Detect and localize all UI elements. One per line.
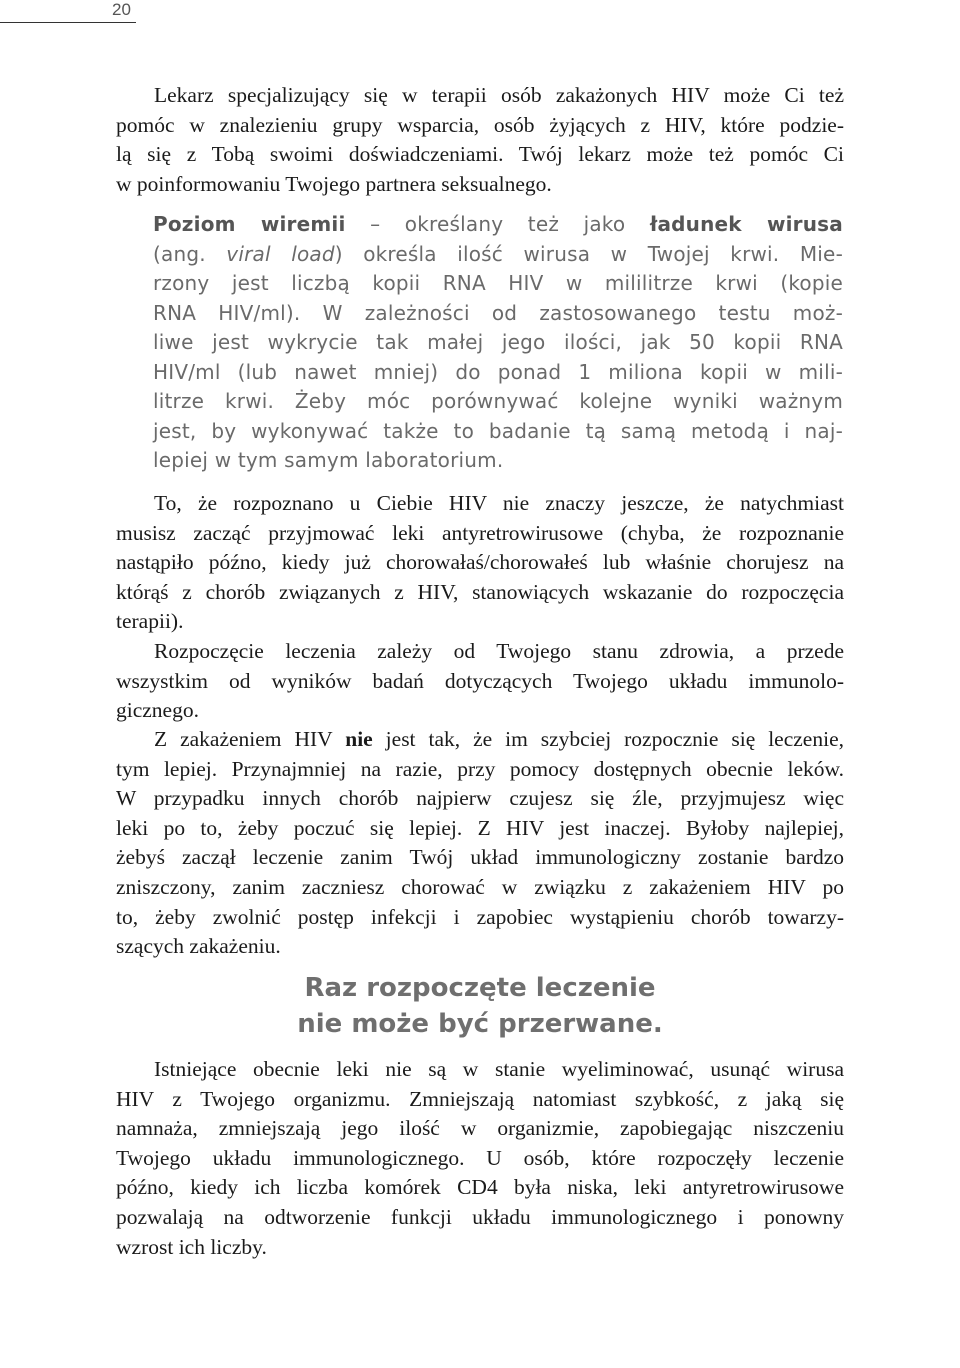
paragraph-treatment-start [116, 637, 844, 726]
paragraph-line: pozwalają na odtworzenie funkcji układu immunologicznego i ponowny [116, 1204, 844, 1229]
paragraph-line: W przypadku innych chorób najpierw czujesz się źle, przyjmujesz więc [116, 786, 844, 811]
info-line: RNA HIV/ml). W zależności od zastosowanego testu moż- [153, 300, 843, 325]
heading-line-2: nie może być przerwane. [297, 1009, 663, 1039]
paragraph-line: wszystkim od wyników badań dotyczących Twojego układu immunolo- [116, 668, 844, 693]
paragraph-line: tym lepiej. Przynajmniej na razie, przy pomocy dostępnych obecnie leków. [116, 756, 844, 781]
info-line: jest, by wykonywać także to badanie tą samą metodą i naj- [153, 418, 843, 443]
info-line: HIV/ml (lub nawet mniej) do ponad 1 miliona kopii w mili- [153, 359, 843, 384]
paragraph-line: późno, kiedy ich liczba komórek CD4 była niska, leki antyretrowirusowe [116, 1175, 844, 1200]
info-line: rzony jest liczbą kopii RNA HIV w mililitrze krwi (kopie [153, 271, 843, 295]
info-line: liwe jest wykrycie tak małej jego ilości, jak 50 kopii RNA [153, 330, 843, 354]
term-english: viral load [226, 241, 335, 266]
intro-line: lą się z Tobą swoimi doświadczeniami. Twój lekarz może też pomóc Ci [116, 142, 844, 167]
info-line: Poziom wiremii – określany też jako ładunek wirusa [153, 212, 843, 236]
intro-paragraph [116, 81, 844, 199]
paragraph-line: musisz zacząć przyjmować leki antyretrowirusowe (chyba, że rozpoznanie [116, 520, 844, 545]
viral-load-info-box [153, 210, 843, 476]
paragraph-line: żebyś zaczął leczenie zanim Twój układ immunologiczny zostanie bardzo [116, 845, 844, 870]
intro-line: w poinformowaniu Twojego partnera seksualnego. [116, 171, 552, 196]
paragraph-line: wzrost ich liczby. [116, 1234, 267, 1259]
paragraph-line: to, żeby zwolnić postęp infekcji i zapobiec wystąpieniu chorób towarzy- [116, 904, 844, 929]
paragraph-line: HIV z Twojego organizmu. Zmniejszają natomiast szybkość, z jaką się [116, 1086, 844, 1111]
intro-line: Lekarz specjalizujący się w terapii osób zakażonych HIV może Ci też [154, 83, 844, 107]
paragraph-line: gicznego. [116, 698, 199, 723]
paragraph-line: To, że rozpoznano u Ciebie HIV nie znaczy jeszcze, że natychmiast [154, 491, 844, 515]
term-viral-load: ładunek wirusa [649, 212, 843, 236]
paragraph-line: szących zakażeniu. [116, 934, 281, 959]
emphasis-nie: nie [345, 727, 373, 751]
term-viral-level: Poziom wiremii [153, 212, 346, 236]
paragraph-line: Z zakażeniem HIV nie jest tak, że im szybciej rozpocznie się leczenie, [154, 727, 844, 751]
info-line: (ang. viral load) określa ilość wirusa w Twojej krwi. Mie- [153, 241, 843, 266]
paragraph-current-drugs [116, 1055, 844, 1262]
page-number: 20 [112, 0, 131, 19]
paragraph-diagnosis [116, 489, 844, 637]
section-heading [0, 970, 960, 1042]
paragraph-line: Twojego układu immunologicznego. U osób, które rozpoczęły leczenie [116, 1145, 844, 1170]
paragraph-line: Istniejące obecnie leki nie są w stanie wyeliminować, usunąć wirusa [154, 1057, 844, 1081]
paragraph-line: leki po to, żeby poczuć się lepiej. Z HIV jest inaczej. Byłoby najlepiej, [116, 815, 844, 840]
page-number-rule [0, 22, 136, 23]
paragraph-line: którąś z chorób związanych z HIV, stanowiących wskazanie do rozpoczęcia [116, 579, 844, 604]
intro-line: pomóc w znalezieniu grupy wsparcia, osób żyjących z HIV, które podzie- [116, 112, 844, 137]
paragraph-line: terapii). [116, 609, 184, 634]
paragraph-hiv-differs [116, 725, 844, 962]
paragraph-line: zniszczony, zanim zaczniesz chorować w związku z zakażeniem HIV po [116, 874, 844, 899]
heading-line-1: Raz rozpoczęte leczenie [304, 973, 656, 1003]
paragraph-line: namnaża, zmniejszają jego ilość w organizmie, zapobiegając niszczeniu [116, 1116, 844, 1141]
paragraph-line: nastąpiło późno, kiedy już chorowałaś/chorowałeś lub właśnie chorujesz na [116, 550, 844, 575]
info-line: lepiej w tym samym laboratorium. [153, 448, 504, 472]
paragraph-line: Rozpoczęcie leczenia zależy od Twojego stanu zdrowia, a przede [154, 639, 844, 663]
info-line: litrze krwi. Żeby móc porównywać kolejne wyniki ważnym [153, 389, 843, 413]
